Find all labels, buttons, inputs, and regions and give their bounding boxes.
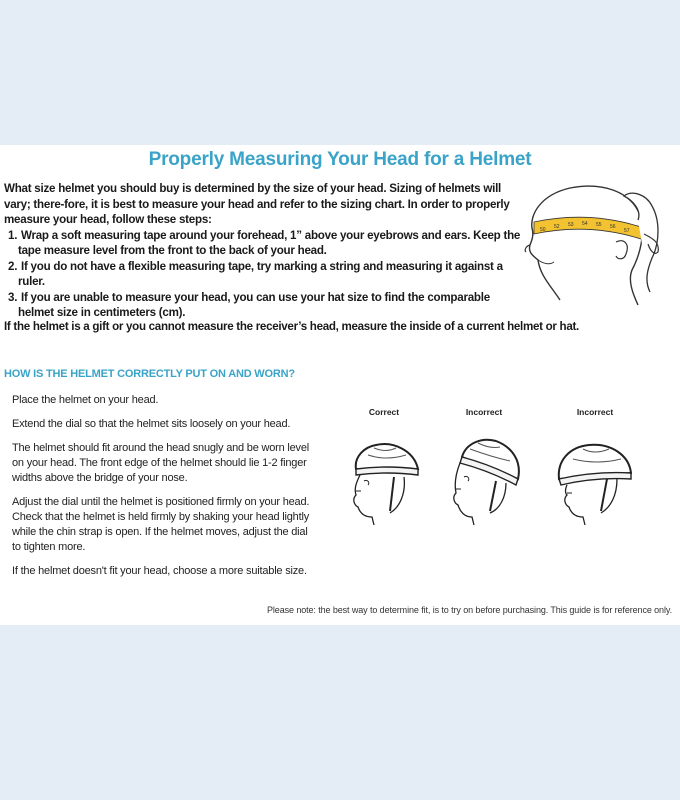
fit-example-correct — [329, 407, 439, 531]
fit-label: Incorrect — [465, 407, 503, 417]
svg-text:55: 55 — [596, 222, 602, 228]
instruction-item: The helmet should fit around the head snugly and be worn level on your head. The front edge of the helmet should lie 1-2 finger widths above the bridge of your nose. — [12, 442, 310, 484]
gift-note: If the helmet is a gift or you cannot measure the receiver’s head, measure the inside of a current helmet or hat. — [4, 320, 579, 333]
fit-example-incorrect-too-low — [540, 407, 650, 531]
fit-label: Incorrect — [576, 407, 614, 417]
helmet-correct-icon — [334, 421, 434, 531]
svg-text:52: 52 — [554, 224, 560, 230]
svg-text:50: 50 — [540, 227, 546, 233]
svg-text:54: 54 — [582, 221, 588, 227]
intro-paragraph: What size helmet you should buy is determined by the size of your head. Sizing of helmets will vary; there-fore, it is best to measure your head and refer to the sizing chart. In order to properly measure your head, follow these steps: — [4, 182, 510, 226]
helmet-incorrect-icon — [434, 421, 534, 531]
instruction-item: Place the helmet on your head. — [12, 394, 159, 406]
fit-example-incorrect-tilted-back — [429, 407, 539, 531]
footer-note: Please note: the best way to determine fit, is to try on before purchasing. This guide is for reference only. — [267, 605, 672, 615]
step-item: 3. If you are unable to measure your head, you can use your hat size to find the comparable helmet size in centimeters (cm). — [8, 290, 490, 319]
instruction-item: If the helmet doesn't fit your head, choose a more suitable size. — [12, 565, 307, 577]
fit-label: Correct — [368, 407, 400, 417]
instruction-item: Adjust the dial until the helmet is positioned firmly on your head. Check that the helmet is held firmly by shaking your head lightly while the chin strap is open. If the helmet moves, adjust the dial to tighten more. — [12, 496, 310, 553]
step-item: 2. If you do not have a flexible measuring tape, try marking a string and measuring it against a ruler. — [8, 259, 503, 288]
step-item: 1. Wrap a soft measuring tape around your forehead, 1” above your eyebrows and ears. Keep the tape measure level from the front to the back of your head. — [8, 228, 521, 257]
head-measuring-illustration — [520, 180, 680, 310]
svg-text:53: 53 — [568, 222, 574, 228]
svg-text:56: 56 — [610, 224, 616, 230]
svg-text:57: 57 — [624, 228, 630, 234]
measuring-steps — [4, 228, 524, 321]
instructions-list — [12, 393, 312, 588]
section-heading: HOW IS THE HELMET CORRECTLY PUT ON AND WORN? — [4, 368, 295, 380]
helmet-incorrect-icon — [545, 421, 645, 531]
intro-text — [4, 181, 524, 321]
instruction-item: Extend the dial so that the helmet sits loosely on your head. — [12, 418, 291, 430]
page-title: Properly Measuring Your Head for a Helmet — [148, 149, 532, 170]
sizing-guide-card — [0, 145, 680, 625]
